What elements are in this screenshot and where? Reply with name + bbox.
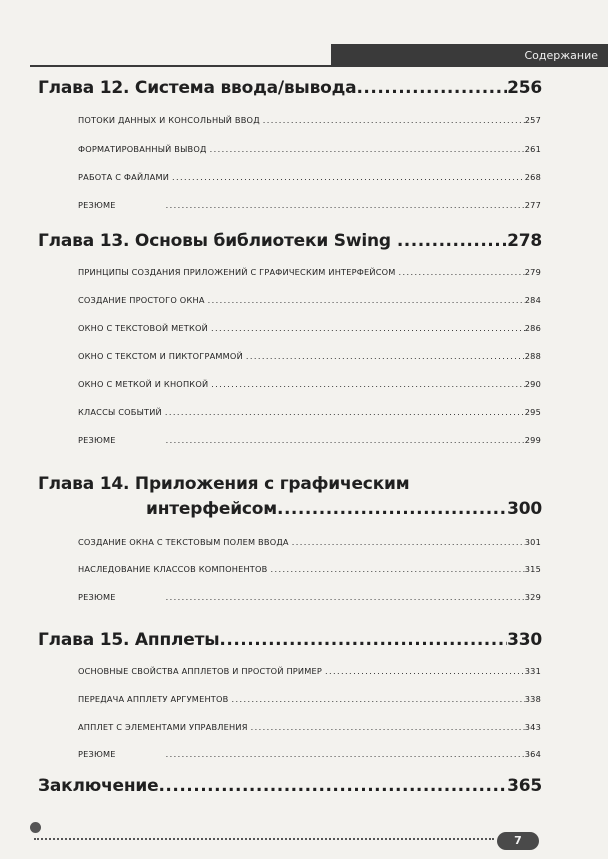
toc-section[interactable] (78, 379, 541, 389)
leader-dots (325, 666, 525, 676)
section-page: 286 (524, 323, 541, 333)
section-page: 364 (524, 749, 541, 759)
section-title: РЕЗЮМЕ (78, 200, 116, 210)
section-page: 338 (524, 694, 541, 704)
leader-dots (251, 722, 525, 732)
section-page: 257 (524, 115, 541, 125)
toc-section[interactable] (78, 351, 541, 361)
conclusion-title: Заключение (38, 776, 159, 796)
leader-dots (231, 694, 524, 704)
conclusion-page: 365 (507, 776, 542, 796)
leader-dots (158, 776, 507, 796)
toc-chapter-14-line1[interactable] (38, 474, 542, 494)
section-title: НАСЛЕДОВАНИЕ КЛАССОВ КОМПОНЕНТОВ (78, 564, 268, 574)
section-title: РАБОТА С ФАЙЛАМИ (78, 172, 170, 182)
leader-dots (292, 537, 525, 547)
footer-bullet (30, 822, 41, 833)
section-page: 315 (524, 564, 541, 574)
leader-dots (210, 144, 525, 154)
toc-chapter-14-line2[interactable] (146, 499, 542, 519)
leader-dots (397, 231, 507, 251)
toc-section[interactable] (78, 172, 541, 182)
toc-section[interactable] (78, 323, 541, 333)
section-page: 301 (524, 537, 541, 547)
section-page: 268 (524, 172, 541, 182)
leader-dots (208, 295, 525, 305)
section-title: ОСНОВНЫЕ СВОЙСТВА АППЛЕТОВ И ПРОСТОЙ ПРИМЕР (78, 666, 323, 676)
running-header (331, 44, 608, 67)
section-page: 299 (524, 435, 541, 445)
leader-dots (263, 115, 525, 125)
toc-section[interactable] (78, 144, 541, 154)
section-page: 284 (524, 295, 541, 305)
toc-section[interactable] (78, 407, 541, 417)
section-title: КЛАССЫ СОБЫТИЙ (78, 407, 162, 417)
leader-dots (166, 435, 525, 445)
toc-section[interactable] (78, 592, 541, 602)
leader-dots (166, 592, 525, 602)
chapter-page: 278 (507, 231, 542, 251)
toc-section[interactable] (78, 295, 541, 305)
header-rule (30, 65, 608, 67)
toc-section[interactable] (78, 537, 541, 547)
section-title: СОЗДАНИЕ ОКНА С ТЕКСТОВЫМ ПОЛЕМ ВВОДА (78, 537, 289, 547)
toc-section[interactable] (78, 666, 541, 676)
chapter-page: 300 (507, 499, 542, 519)
toc-chapter-12[interactable] (38, 78, 542, 98)
section-title: ФОРМАТИРОВАННЫЙ ВЫВОД (78, 144, 207, 154)
section-title: ПЕРЕДАЧА АППЛЕТУ АРГУМЕНТОВ (78, 694, 229, 704)
section-page: 295 (524, 407, 541, 417)
toc-chapter-13[interactable] (38, 231, 542, 251)
section-title: ПРИНЦИПЫ СОЗДАНИЯ ПРИЛОЖЕНИЙ С ГРАФИЧЕСКИМ ИНТЕРФЕЙСОМ (78, 267, 396, 277)
toc-section[interactable] (78, 200, 541, 210)
page-number: 7 (514, 834, 522, 847)
toc-section[interactable] (78, 694, 541, 704)
leader-dots (211, 323, 525, 333)
chapter-title-continued: интерфейсом (146, 499, 277, 519)
section-title: СОЗДАНИЕ ПРОСТОГО ОКНА (78, 295, 205, 305)
section-title: РЕЗЮМЕ (78, 749, 116, 759)
leader-dots (399, 267, 525, 277)
chapter-title: Глава 14. Приложения с графическим (38, 474, 410, 494)
leader-dots (219, 630, 507, 650)
chapter-title: Глава 15. Апплеты (38, 630, 220, 650)
running-header-title: Содержание (524, 49, 598, 62)
toc-section[interactable] (78, 564, 541, 574)
section-title: РЕЗЮМЕ (78, 592, 116, 602)
footer-dotted-line (34, 838, 494, 840)
toc-chapter-15[interactable] (38, 630, 542, 650)
section-title: РЕЗЮМЕ (78, 435, 116, 445)
section-page: 277 (524, 200, 541, 210)
chapter-title: Глава 13. Основы библиотеки Swing (38, 231, 391, 251)
leader-dots (166, 200, 525, 210)
section-page: 288 (524, 351, 541, 361)
section-page: 261 (524, 144, 541, 154)
section-title: ПОТОКИ ДАННЫХ И КОНСОЛЬНЫЙ ВВОД (78, 115, 260, 125)
toc-section[interactable] (78, 749, 541, 759)
section-page: 279 (524, 267, 541, 277)
toc-section[interactable] (78, 722, 541, 732)
section-title: АППЛЕТ С ЭЛЕМЕНТАМИ УПРАВЛЕНИЯ (78, 722, 248, 732)
section-title: ОКНО С ТЕКСТОВОЙ МЕТКОЙ (78, 323, 208, 333)
chapter-page: 330 (507, 630, 542, 650)
page-number-tab (497, 832, 539, 850)
leader-dots (246, 351, 525, 361)
section-page: 290 (524, 379, 541, 389)
chapter-page: 256 (507, 78, 542, 98)
section-page: 331 (524, 666, 541, 676)
toc-section[interactable] (78, 435, 541, 445)
leader-dots (270, 564, 524, 574)
toc-conclusion[interactable] (38, 776, 542, 796)
leader-dots (172, 172, 525, 182)
section-title: ОКНО С МЕТКОЙ И КНОПКОЙ (78, 379, 209, 389)
chapter-title: Глава 12. Система ввода/вывода (38, 78, 357, 98)
leader-dots (211, 379, 524, 389)
toc-section[interactable] (78, 267, 541, 277)
section-page: 329 (524, 592, 541, 602)
toc-section[interactable] (78, 115, 541, 125)
section-title: ОКНО С ТЕКСТОМ И ПИКТОГРАММОЙ (78, 351, 243, 361)
section-page: 343 (524, 722, 541, 732)
leader-dots (356, 78, 507, 98)
leader-dots (166, 749, 525, 759)
leader-dots (277, 499, 507, 519)
leader-dots (165, 407, 525, 417)
